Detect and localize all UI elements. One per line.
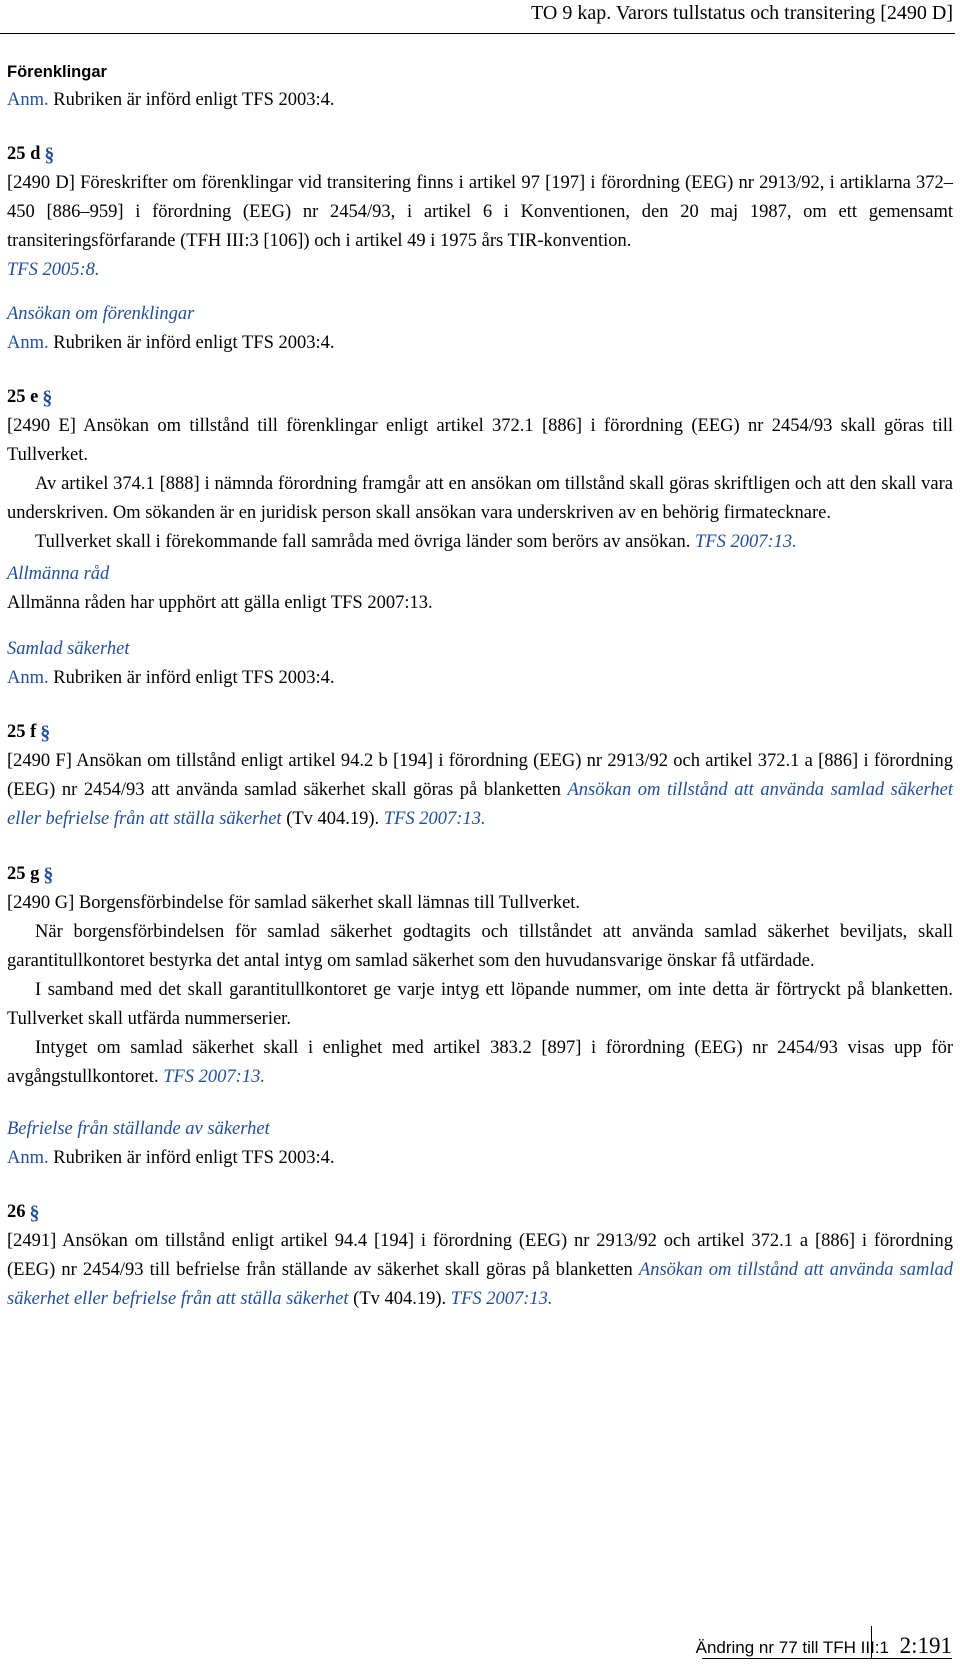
- section-25e-p1: [2490 E] Ansökan om tillstånd till förenklingar enligt artikel 372.1 [886] i förordning (EEG) nr 2454/93 skall göras till Tullverket.: [7, 416, 953, 465]
- paragraph-mark-icon: §: [42, 387, 53, 409]
- subheading-ansokan: Ansökan om förenklingar: [7, 304, 195, 324]
- anm-note: Anm. Rubriken är införd enligt TFS 2003:4.: [7, 668, 335, 688]
- paragraph-mark-icon: §: [40, 722, 51, 744]
- section-26-text: [2491] Ansökan om tillstånd enligt artikel 94.4 [194] i förordning (EEG) nr 2913/92 och artikel 372.1 a [886] i förordning (EEG) nr 2454/93 till befrielse från ställande av säkerhet skall göras på blanketten Ansökan om tillstånd att använda samlad säkerhet eller befrielse från att ställa säkerhet (Tv 404.19). TFS 2007:13.: [7, 1231, 953, 1309]
- subheading-befrielse: Befrielse från ställande av säkerhet: [7, 1119, 270, 1139]
- subheading-samlad: Samlad säkerhet: [7, 639, 130, 659]
- allmanna-rad-text: Allmänna råden har upphört att gälla enligt TFS 2007:13.: [7, 593, 433, 613]
- section-25d-heading: 25 d §: [7, 138, 953, 169]
- section-25g-p4: Intyget om samlad säkerhet skall i enlighet med artikel 383.2 [897] i förordning (EEG) nr 2454/93 visas upp för avgångstullkontoret. TFS 2007:13.: [7, 1038, 953, 1087]
- section-25d-tfs: TFS 2005:8.: [7, 260, 100, 280]
- page-number: 2:191: [899, 1633, 952, 1658]
- paragraph-mark-icon: §: [29, 1202, 40, 1224]
- chapter-heading: Förenklingar: [7, 63, 107, 81]
- header-rule: [0, 33, 955, 34]
- section-25g-heading: 25 g §: [7, 858, 953, 889]
- anm-note: Anm. Rubriken är införd enligt TFS 2003:4.: [7, 333, 335, 353]
- document-body: [7, 50, 953, 1314]
- footer-rule: [702, 1658, 952, 1659]
- anm-note: Anm. Rubriken är införd enligt TFS 2003:4.: [7, 1148, 335, 1168]
- section-25e-heading: 25 e §: [7, 381, 953, 412]
- section-26-heading: 26 §: [7, 1196, 953, 1227]
- section-25e-p2: Av artikel 374.1 [888] i nämnda förordning framgår att en ansökan om tillstånd skall göras skriftligen och att den skall vara underskriven. Om sökanden är en juridisk person skall ansökan vara underskriven av en behörig firmatecknare.: [7, 474, 953, 523]
- section-25f-text: [2490 F] Ansökan om tillstånd enligt artikel 94.2 b [194] i förordning (EEG) nr 2913/92 och artikel 372.1 a [886] i förordning (EEG) nr 2454/93 att använda samlad säkerhet skall göras på blanketten Ansökan om tillstånd att använda samlad säkerhet eller befrielse från att ställa säkerhet (Tv 404.19). TFS 2007:13.: [7, 751, 954, 829]
- anm-note: Anm. Rubriken är införd enligt TFS 2003:4.: [7, 90, 335, 110]
- section-25g-p3: I samband med det skall garantitullkontoret ge varje intyg ett löpande nummer, om inte detta är förtryckt på blanketten. Tullverket skall utfärda nummerserier.: [7, 980, 953, 1029]
- paragraph-mark-icon: §: [44, 144, 55, 166]
- section-25g-p2: När borgensförbindelsen för samlad säkerhet godtagits och tillståndet att använda samlad säkerhet beviljats, skall garantitullkontoret bestyrka det antal intyg om samlad säkerhet som den huvudansvarige önskar få utfärdade.: [7, 922, 953, 971]
- paragraph-mark-icon: §: [43, 864, 54, 886]
- section-25d-text: [2490 D] Föreskrifter om förenklingar vid transitering finns i artikel 97 [197] i förordning (EEG) nr 2913/92, i artiklarna 372–450 [886–959] i förordning (EEG) nr 2454/93, i artikel 6 i Konventionen, den 20 maj 1987, om ett gemensamt transiteringsförfarande (TFH III:3 [106]) och i artikel 49 i 1975 års TIR-konvention.: [7, 173, 953, 251]
- running-header: TO 9 kap. Varors tullstatus och transitering [2490 D]: [531, 2, 953, 24]
- section-25e-p3: Tullverket skall i förekommande fall samråda med övriga länder som berörs av ansökan. TFS 2007:13.: [35, 532, 797, 552]
- section-25g-p1: [2490 G] Borgensförbindelse för samlad säkerhet skall lämnas till Tullverket.: [7, 893, 581, 913]
- amendment-label: Ändring nr 77 till TFH III:1: [695, 1638, 889, 1657]
- section-25f-heading: 25 f §: [7, 716, 953, 747]
- allmanna-rad-heading: Allmänna råd: [7, 564, 110, 584]
